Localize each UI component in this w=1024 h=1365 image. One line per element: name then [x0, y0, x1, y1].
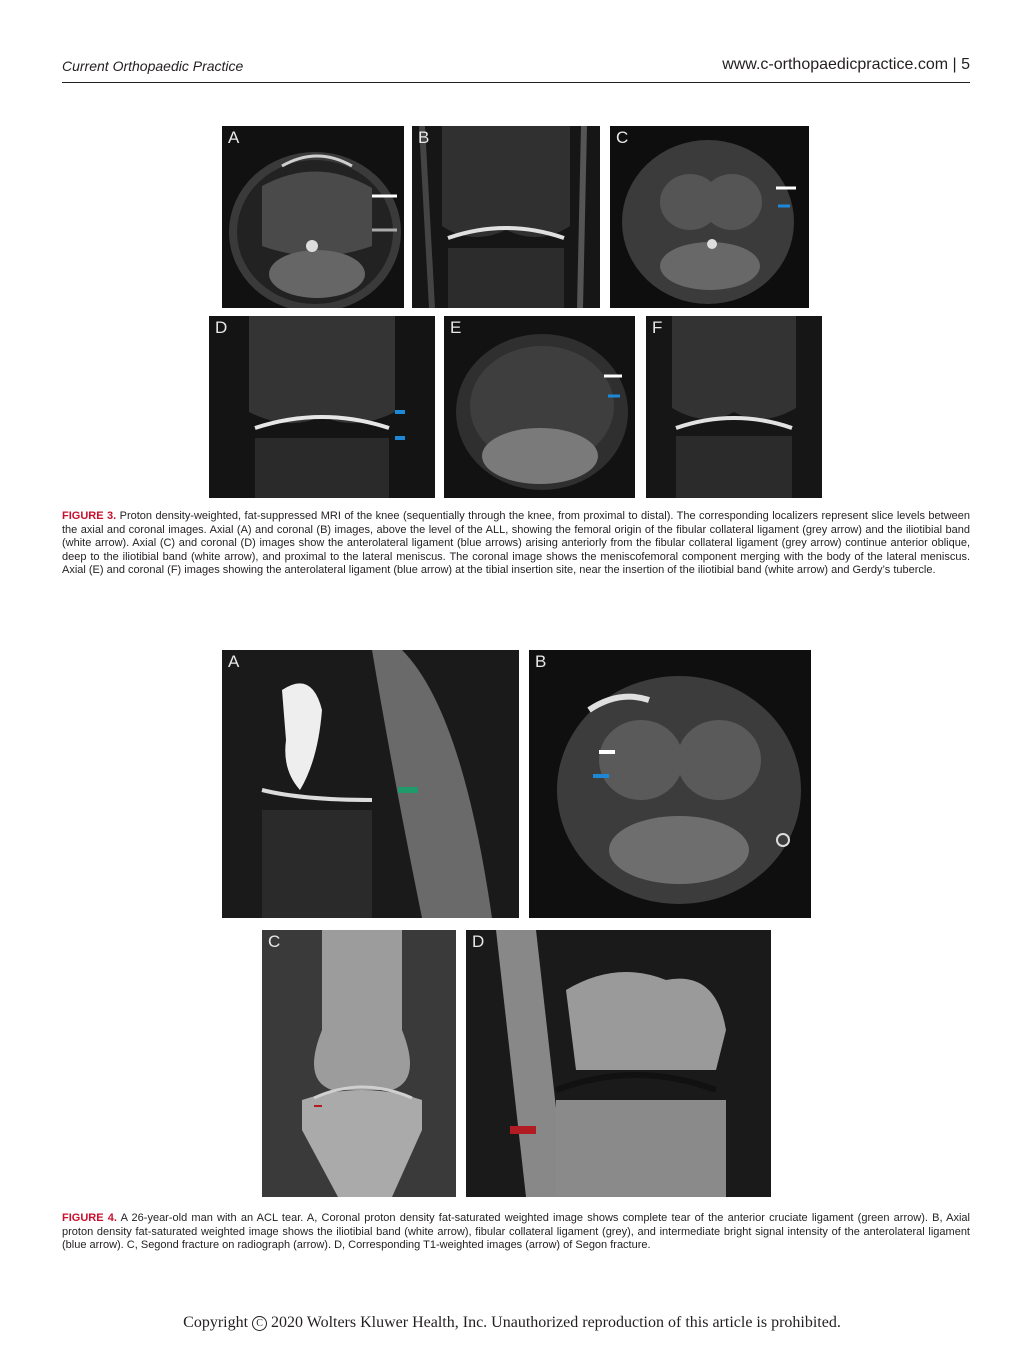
axial-mri-image — [610, 126, 809, 308]
copyright-post: 2020 Wolters Kluwer Health, Inc. Unauthorized reproduction of this article is prohibited. — [271, 1314, 841, 1331]
figure4-panel-c — [262, 930, 456, 1197]
axial-mri-image — [444, 316, 635, 498]
coronal-mri-image — [412, 126, 600, 308]
coronal-mri-image — [222, 650, 519, 918]
figure4-caption — [62, 1212, 970, 1253]
panel-letter: E — [450, 318, 462, 337]
figure3-caption-text: Proton density-weighted, fat-suppressed MRI of the knee (sequentially through the knee, from proximal to distal). The corresponding localizers represent slice levels between the axial and coronal images. Axial (A) and coronal (B) images, above the level of the ALL, showing the femoral origin of the fibular collateral ligament (grey arrow) and the iliotibial band (white arrow). Axial (C) and coronal (D) images show the anterolateral ligament (blue arrows) arising anteriorly from the fibular collateral ligament (grey arrow) continue anterior oblique, deep to the iliotibial band (white arrow), and proximal to the lateral meniscus. The coronal image shows the meniscofemoral component merging with the body of the lateral meniscus. Axial (E) and coronal (F) images showing the anterolateral ligament (blue arrow) at the tibial insertion site, near the insertion of the iliotibial band (white arrow) and Gerdy’s tubercle. — [62, 510, 971, 577]
figure3-panel-f — [646, 316, 822, 498]
copyright-pre: Copyright — [183, 1314, 249, 1331]
figure4-caption-text: A 26-year-old man with an ACL tear. A, Coronal proton density fat-saturated weighted image shows complete tear of the anterior cruciate ligament (green arrow). B, Axial proton density fat-saturated weighted image shows the iliotibial band (white arrow), fibular collateral ligament (grey), and intermediate bright signal intensity of the anterolateral ligament (blue arrow). C, Segond fracture on radiograph (arrow). D, Corresponding T1-weighted images (arrow) of Segon fracture. — [62, 1212, 970, 1252]
figure3-caption — [62, 510, 970, 578]
copyright-symbol: C — [252, 1316, 267, 1331]
copyright-notice — [0, 1314, 1024, 1332]
axial-mri-image — [529, 650, 811, 918]
panel-letter: C — [616, 128, 629, 147]
figure4-label: FIGURE 4. — [62, 1212, 117, 1224]
figure4-panel-b — [529, 650, 811, 918]
figure4-panel-a — [222, 650, 519, 918]
panel-letter: B — [535, 652, 547, 671]
figure4-panel-d — [466, 930, 771, 1197]
figure3-label: FIGURE 3. — [62, 510, 117, 522]
journal-title: Current Orthopaedic Practice — [62, 58, 244, 74]
coronal-mri-image — [646, 316, 822, 498]
coronal-mri-image — [209, 316, 435, 498]
panel-letter: D — [472, 932, 485, 951]
panel-letter: F — [652, 318, 663, 337]
site-and-page-number: www.c-orthopaedicpractice.com | 5 — [722, 56, 970, 73]
header-rule — [62, 82, 970, 83]
figure3-panel-e — [444, 316, 635, 498]
panel-letter: B — [418, 128, 430, 147]
coronal-t1-mri-image — [466, 930, 771, 1197]
radiograph-image — [262, 930, 456, 1197]
figure3-panel-d — [209, 316, 435, 498]
panel-letter: A — [228, 128, 240, 147]
panel-letter: C — [268, 932, 281, 951]
figure3-panel-a — [222, 126, 404, 308]
figure3-panel-b — [412, 126, 600, 308]
panel-letter: D — [215, 318, 228, 337]
panel-letter: A — [228, 652, 240, 671]
figure3-panel-c — [610, 126, 809, 308]
axial-mri-image — [222, 126, 404, 308]
